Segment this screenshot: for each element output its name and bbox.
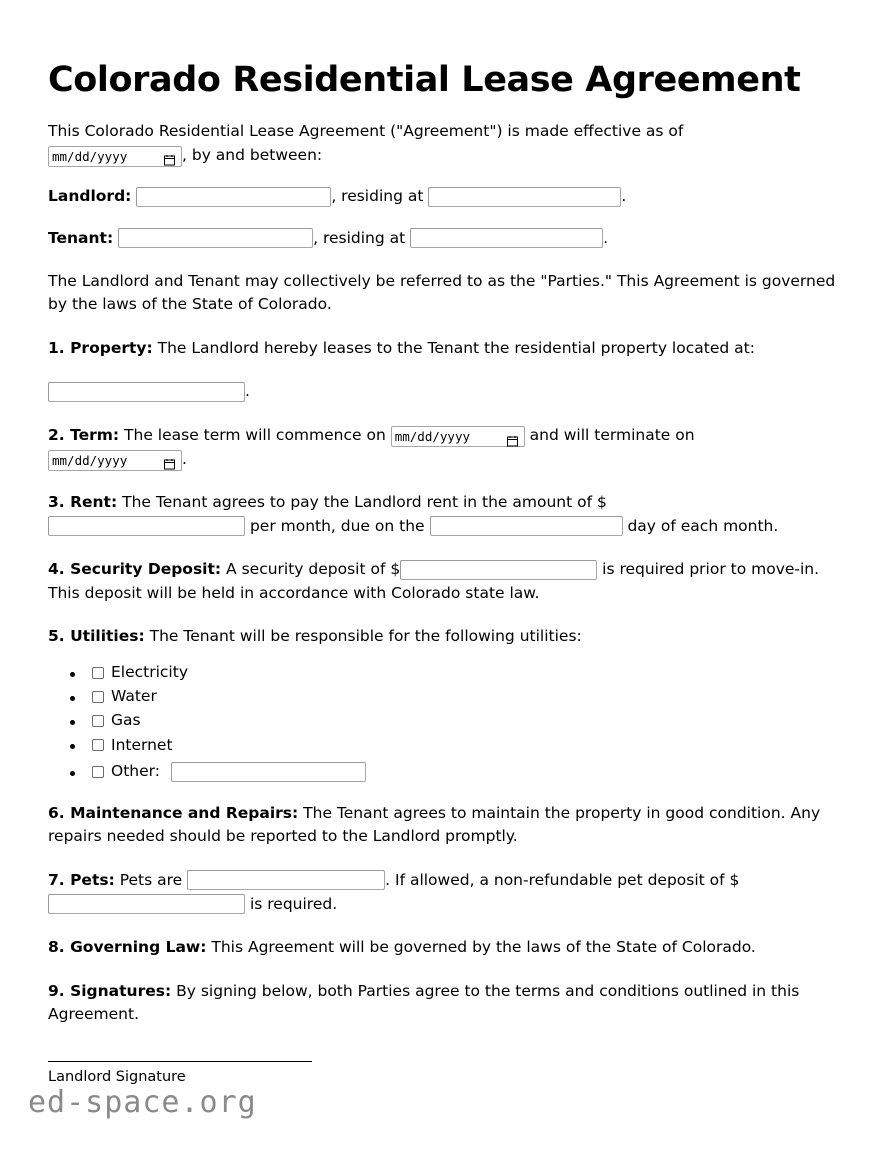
section-rent-text-middle: per month, due on the: [249, 516, 425, 535]
security-deposit-amount-input[interactable]: [400, 560, 597, 580]
section-maintenance-text: The Tenant agrees to maintain the property in good condition. Any repairs needed should be reported to the Landlord promptly.: [48, 803, 821, 846]
site-watermark: ed-space.org: [28, 1085, 257, 1120]
utility-option-water[interactable]: [92, 689, 157, 705]
term-end-date-input[interactable]: [48, 450, 182, 471]
section-utilities-label: 5. Utilities:: [48, 627, 145, 646]
tenant-line: [48, 227, 844, 250]
section-signatures-text: By signing below, both Parties agree to the terms and conditions outlined in this Agreement.: [48, 981, 800, 1024]
section-maintenance-label: 6. Maintenance and Repairs:: [48, 803, 299, 822]
property-address-input[interactable]: [48, 382, 245, 402]
rent-due-day-input[interactable]: [430, 516, 623, 536]
section-security-deposit: [48, 558, 844, 605]
section-pets-text-before: Pets are: [119, 870, 183, 889]
section-governing-law-label: 8. Governing Law:: [48, 938, 207, 957]
utility-label: • Electricity: [111, 662, 188, 681]
utility-option-internet[interactable]: [92, 735, 173, 754]
intro-paragraph: [48, 120, 844, 167]
list-item: [86, 735, 844, 755]
section-governing-law: [48, 936, 844, 960]
section-property-label: 1. Property:: [48, 338, 153, 357]
section-property-text: The Landlord hereby leases to the Tenant the residential property located at:: [157, 338, 755, 357]
section-security-deposit-text-before: A security deposit of $: [226, 560, 401, 579]
list-item: [86, 689, 844, 706]
section-pets-label: 7. Pets:: [48, 870, 115, 889]
section-signatures: [48, 980, 844, 1027]
utility-checkbox-electricity[interactable]: [92, 667, 104, 679]
tenant-label: Tenant:: [48, 228, 114, 247]
list-item: [86, 662, 844, 682]
section-term-text-middle: and will terminate on: [529, 426, 695, 445]
landlord-residing-text: , residing at: [331, 187, 424, 206]
page-title: Colorado Residential Lease Agreement: [48, 60, 801, 100]
utility-checkbox-water[interactable]: [92, 691, 104, 703]
section-security-deposit-label: 4. Security Deposit:: [48, 560, 222, 579]
signature-caption: Landlord Signature: [48, 1068, 186, 1085]
section-term-text-before: The lease term will commence on: [124, 426, 386, 445]
effective-date-field[interactable]: [48, 145, 182, 166]
section-signatures-label: 9. Signatures:: [48, 981, 172, 1000]
parties-paragraph: The Landlord and Tenant may collectively be referred to as the "Parties." This Agreement is governed by the laws of the State of Colorado.: [48, 271, 836, 314]
section-security-deposit-text-after: is required prior to move-in. This deposit will be held in accordance with Colorado state law.: [48, 560, 820, 602]
utility-option-other[interactable]: [92, 762, 366, 782]
pets-allowed-input[interactable]: [187, 870, 385, 890]
term-end-date-field[interactable]: [48, 449, 182, 470]
utility-label: • Internet: [111, 735, 173, 754]
section-rent-label: 3. Rent:: [48, 493, 118, 512]
utility-option-electricity[interactable]: [92, 662, 188, 681]
tenant-residing-text: , residing at: [313, 228, 406, 247]
tenant-name-input[interactable]: [118, 228, 313, 248]
landlord-period: .: [621, 187, 627, 206]
utility-option-gas[interactable]: [92, 713, 141, 729]
signature-line: [48, 1061, 312, 1062]
rent-amount-input[interactable]: [48, 516, 245, 536]
landlord-address-input[interactable]: [428, 187, 621, 207]
term-start-date-input[interactable]: [391, 426, 525, 447]
landlord-signature-block: [48, 1061, 844, 1087]
intro-text-after-date: , by and between:: [182, 145, 323, 164]
section-pets: [48, 869, 844, 916]
intro-text-before-date: This Colorado Residential Lease Agreement ("Agreement") is made effective as of: [48, 122, 684, 141]
section-maintenance: [48, 802, 844, 849]
landlord-line: [48, 185, 844, 208]
section-pets-text-after: is required.: [249, 894, 338, 913]
utility-checkbox-internet[interactable]: [92, 739, 104, 751]
section-utilities-text: The Tenant will be responsible for the following utilities:: [149, 627, 582, 646]
utility-other-input[interactable]: [171, 762, 366, 782]
property-address-line: [48, 380, 844, 404]
utility-label: • Gas: [111, 711, 141, 730]
landlord-name-input[interactable]: [136, 187, 331, 207]
term-start-date-field[interactable]: [391, 425, 525, 446]
property-address-period: .: [245, 382, 250, 401]
section-utilities: [48, 625, 844, 649]
section-term-period: .: [182, 449, 187, 468]
section-term-label: 2. Term:: [48, 426, 120, 445]
tenant-address-input[interactable]: [410, 228, 603, 248]
section-pets-text-middle: . If allowed, a non-refundable pet deposit of $: [385, 870, 740, 889]
utility-checkbox-gas[interactable]: [92, 715, 104, 727]
section-property: [48, 337, 844, 361]
effective-date-input[interactable]: [48, 146, 182, 167]
landlord-label: Landlord:: [48, 187, 132, 206]
section-term: [48, 424, 844, 471]
section-rent-text-before: The Tenant agrees to pay the Landlord rent in the amount of $: [122, 493, 607, 512]
list-item: [86, 713, 844, 730]
utility-label: • Water: [111, 687, 157, 706]
utility-label: • Other:: [111, 762, 160, 781]
utilities-checkbox-list: [48, 662, 844, 782]
list-item: [86, 762, 844, 782]
pets-deposit-input[interactable]: [48, 894, 245, 914]
section-governing-law-text: This Agreement will be governed by the laws of the State of Colorado.: [211, 938, 756, 957]
section-rent: [48, 491, 844, 538]
section-rent-text-after: day of each month.: [627, 516, 779, 535]
utility-checkbox-other[interactable]: [92, 766, 104, 778]
tenant-period: .: [603, 228, 609, 247]
